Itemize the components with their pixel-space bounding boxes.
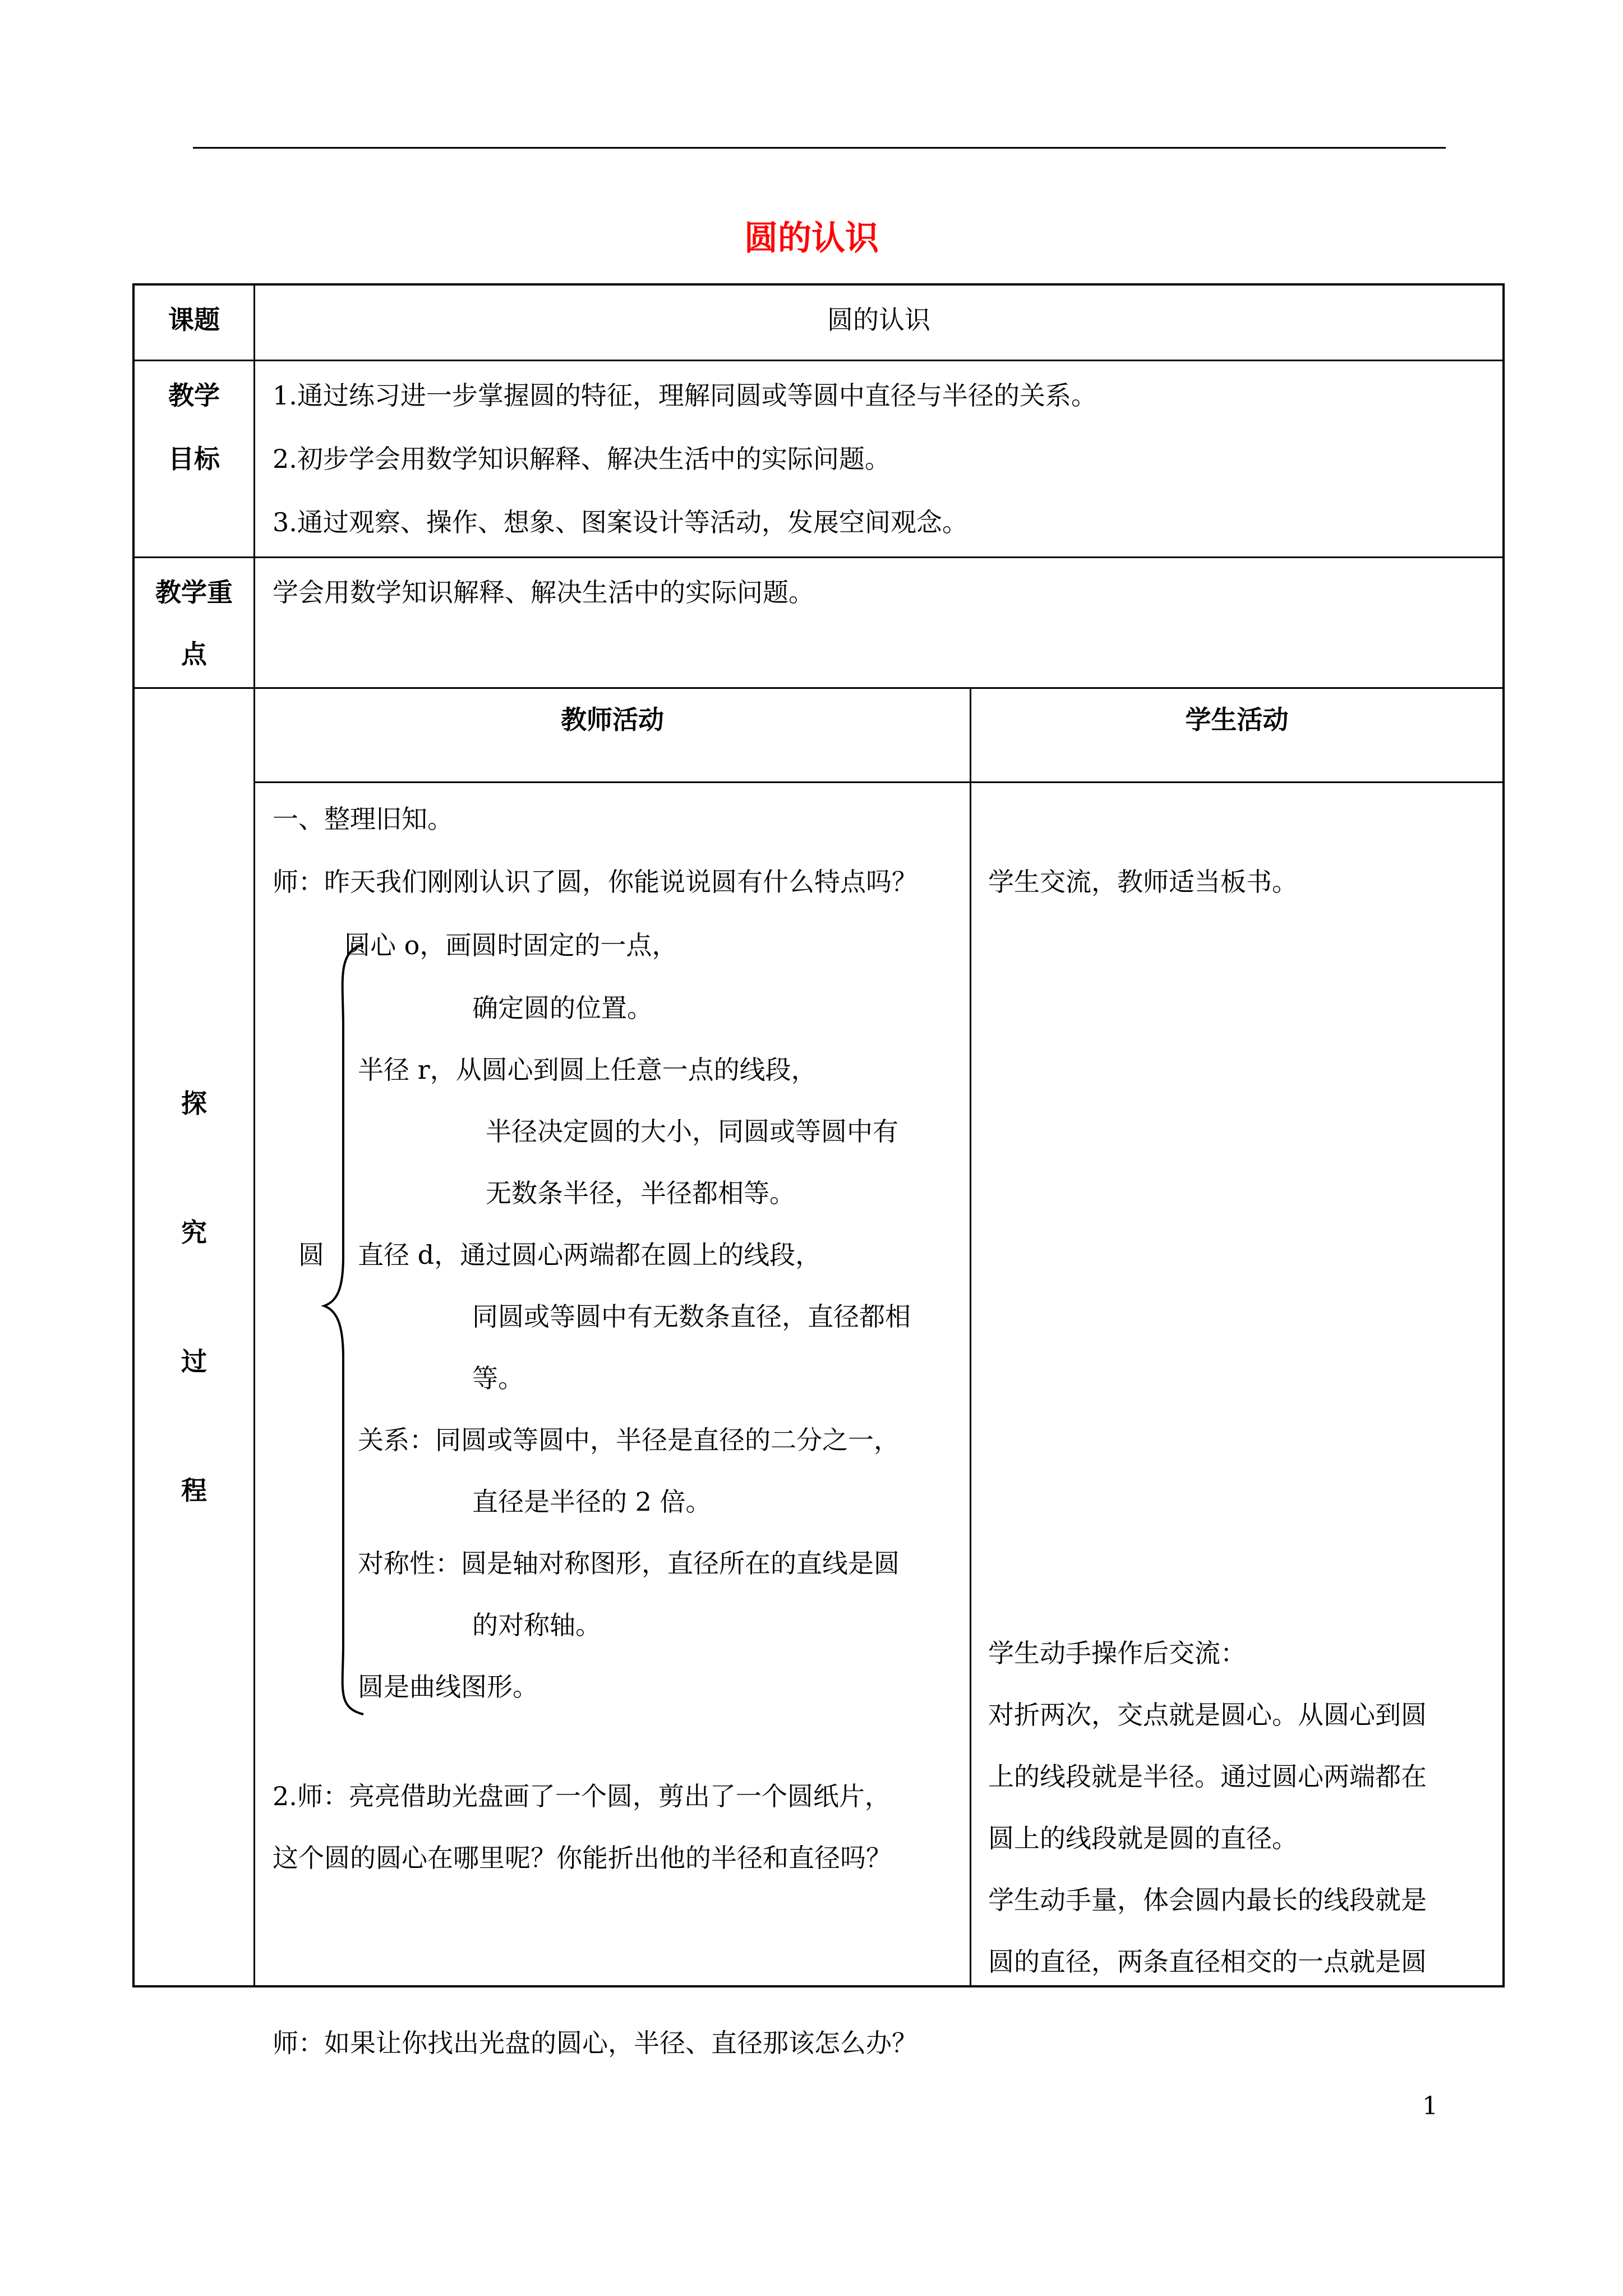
topic-label: 课题 [168, 305, 220, 335]
circle-feature-line: 半径决定圆的大小，同圆或等圆中有 [486, 1116, 898, 1147]
table-border-top [132, 283, 1505, 286]
process-label-char: 探 [181, 1088, 207, 1119]
teacher-activity-header: 教师活动 [561, 705, 664, 735]
row-divider-1 [132, 360, 1505, 361]
student-activity-text: 学生动手量，体会圆内最长的线段就是 [988, 1885, 1427, 1915]
key-points-label-line1: 教学重 [155, 577, 233, 608]
teacher-question: 这个圆的圆心在哪里呢？你能折出他的半径和直径吗？ [273, 1843, 892, 1873]
circle-feature-line: 对称性：圆是轴对称图形，直径所在的直线是圆 [358, 1548, 900, 1579]
objective-item: 2.初步学会用数学知识解释、解决生活中的实际问题。 [273, 444, 891, 474]
process-header-divider [253, 781, 1505, 783]
teacher-question: 师：昨天我们刚刚认识了圆，你能说说圆有什么特点吗？ [273, 867, 917, 897]
circle-feature-line: 等。 [472, 1363, 524, 1393]
circle-feature-line: 同圆或等圆中有无数条直径，直径都相 [472, 1301, 911, 1332]
circle-feature-line: 直径 d，通过圆心两端都在圆上的线段， [358, 1240, 822, 1270]
circle-feature-line: 确定圆的位置。 [472, 993, 653, 1023]
brace-label: 圆 [298, 1240, 324, 1270]
process-label-char: 程 [181, 1475, 207, 1506]
teacher-question: 2.师：亮亮借助光盘画了一个圆，剪出了一个圆纸片， [273, 1781, 891, 1811]
student-activity-text: 学生交流，教师适当板书。 [988, 867, 1298, 897]
objective-item: 1.通过练习进一步掌握圆的特征，理解同圆或等圆中直径与半径的关系。 [273, 380, 1097, 411]
teacher-question: 师：如果让你找出光盘的圆心，半径、直径那该怎么办？ [273, 2028, 917, 2058]
circle-feature-line: 圆心 o，画圆时固定的一点， [344, 930, 678, 960]
circle-feature-line: 直径是半径的 2 倍。 [472, 1487, 712, 1517]
key-points-value: 学会用数学知识解释、解决生活中的实际问题。 [273, 577, 814, 608]
activity-column-divider [970, 687, 971, 1987]
key-points-label-line2: 点 [181, 639, 207, 669]
page-number: 1 [1422, 2092, 1438, 2120]
circle-feature-line: 关系：同圆或等圆中，半径是直径的二分之一， [358, 1425, 900, 1455]
student-activity-text: 上的线段就是半径。通过圆心两端都在 [988, 1761, 1427, 1792]
topic-value: 圆的认识 [827, 305, 930, 335]
table-border-left [132, 283, 135, 1987]
circle-feature-line: 半径 r，从圆心到圆上任意一点的线段， [358, 1055, 817, 1085]
page-title: 圆的认识 [744, 219, 879, 258]
table-border-bottom [132, 1985, 1505, 1987]
student-activity-header: 学生活动 [1185, 705, 1289, 735]
section-heading: 一、整理旧知。 [273, 804, 453, 834]
circle-feature-line: 的对称轴。 [472, 1610, 601, 1640]
process-label-char: 究 [181, 1217, 207, 1248]
row-divider-2 [132, 556, 1505, 558]
header-rule [193, 147, 1446, 149]
student-activity-text: 圆上的线段就是圆的直径。 [988, 1823, 1298, 1853]
objective-item: 3.通过观察、操作、想象、图案设计等活动，发展空间观念。 [273, 507, 968, 537]
student-activity-text: 圆的直径，两条直径相交的一点就是圆 [988, 1947, 1427, 1977]
objectives-label-line1: 教学 [168, 380, 220, 411]
label-column-divider [253, 283, 255, 1987]
curly-brace-icon [320, 942, 370, 1717]
process-label-char: 过 [181, 1346, 207, 1377]
circle-feature-line: 无数条半径，半径都相等。 [486, 1178, 795, 1208]
table-border-right [1502, 283, 1505, 1987]
student-activity-text: 对折两次，交点就是圆心。从圆心到圆 [988, 1700, 1427, 1730]
student-activity-text: 学生动手操作后交流： [988, 1638, 1246, 1668]
objectives-label-line2: 目标 [168, 444, 220, 474]
row-divider-3 [132, 687, 1505, 689]
circle-feature-line: 圆是曲线图形。 [358, 1672, 538, 1702]
